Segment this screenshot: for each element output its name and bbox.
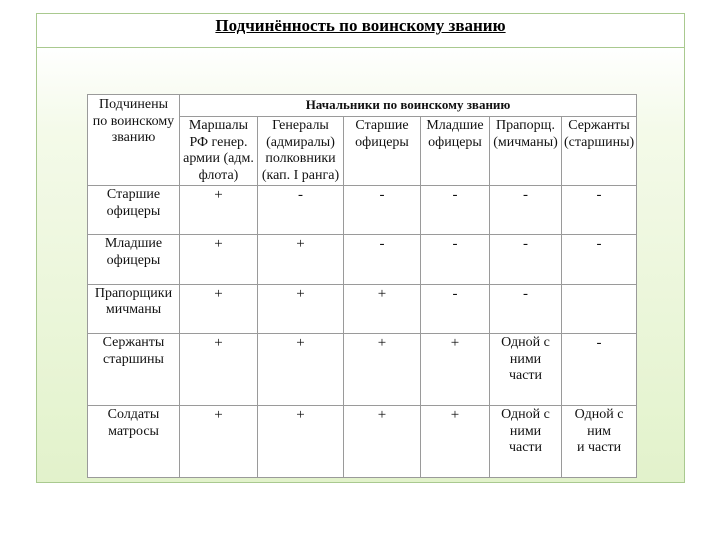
row-label-line: Солдаты	[107, 407, 160, 422]
table-cell: +	[180, 406, 258, 478]
column-header-line: Старшие	[355, 118, 409, 133]
column-header-line: (адмиралы)	[266, 134, 335, 150]
row-label-line: Младшие	[104, 236, 163, 252]
row-label	[88, 334, 180, 406]
table-cell	[490, 406, 562, 478]
table-cell: -	[562, 235, 637, 284]
column-header-line: РФ генер.	[189, 134, 248, 150]
row-label-line: офицеры	[106, 252, 161, 268]
column-header-line: офицеры	[428, 134, 482, 150]
table-cell: -	[490, 186, 562, 235]
title-bar	[37, 14, 684, 48]
row-label	[88, 284, 180, 333]
table-cell	[562, 284, 637, 333]
table-cell: +	[421, 406, 490, 478]
table-cell: +	[258, 334, 344, 406]
rank-subordination-table	[87, 94, 637, 478]
superiors-header: Начальники по воинскому званию	[180, 95, 637, 117]
slide-title: Подчинённость по воинскому званию	[215, 16, 506, 35]
cell-line: части	[508, 368, 543, 384]
table-cell: +	[258, 406, 344, 478]
cell-line: и части	[576, 440, 622, 456]
cell-line: ним	[587, 423, 611, 439]
column-header-line: Генералы	[272, 118, 329, 133]
column-header-line: полковники	[265, 151, 336, 167]
table-cell: -	[490, 235, 562, 284]
table-cell: -	[490, 284, 562, 333]
column-header-senior-officers	[344, 117, 421, 186]
row-label	[88, 406, 180, 478]
column-header-line: (кап. I ранга)	[261, 167, 340, 183]
rank-table-container	[87, 94, 636, 478]
row-label-line: матросы	[108, 423, 159, 439]
cell-line: Одной с	[501, 407, 550, 422]
row-label	[88, 186, 180, 235]
row-label	[88, 235, 180, 284]
column-header-warrant-officers	[490, 117, 562, 186]
table-row	[88, 235, 637, 284]
table-cell: -	[344, 186, 421, 235]
row-label-line: офицеры	[106, 203, 161, 219]
table-cell: +	[344, 284, 421, 333]
column-header-line: армии (адм.	[183, 151, 254, 167]
table-cell: +	[344, 334, 421, 406]
table-cell: -	[421, 186, 490, 235]
table-cell: +	[180, 284, 258, 333]
column-header-line: (старшины)	[564, 134, 635, 150]
column-header-line: (мичманы)	[493, 134, 558, 150]
table-cell: -	[421, 235, 490, 284]
row-label-line: Прапорщики	[94, 285, 173, 301]
table-cell: +	[344, 406, 421, 478]
column-header-line: Маршалы	[188, 118, 249, 133]
table-row	[88, 406, 637, 478]
row-label-line: Сержанты	[102, 335, 165, 351]
table-cell: -	[421, 284, 490, 333]
cell-line: Одной с	[574, 407, 624, 422]
table-row	[88, 186, 637, 235]
table-cell: +	[258, 235, 344, 284]
table-cell	[562, 406, 637, 478]
row-label-line: Старшие	[106, 187, 161, 203]
header-row-top	[88, 95, 637, 117]
table-row	[88, 334, 637, 406]
table-cell: -	[562, 186, 637, 235]
row-label-line: мичманы	[105, 302, 162, 318]
table-cell	[490, 334, 562, 406]
table-cell: +	[258, 284, 344, 333]
row-label-line: старшины	[103, 351, 164, 367]
table-cell: +	[180, 334, 258, 406]
table-cell: +	[180, 186, 258, 235]
table-row	[88, 284, 637, 333]
column-header-sergeants	[562, 117, 637, 186]
cell-line: части	[508, 440, 543, 456]
cell-line: ними	[509, 351, 542, 367]
cell-line: Одной с	[501, 335, 550, 351]
column-header-line: офицеры	[355, 134, 409, 150]
column-header-line: флота)	[198, 167, 239, 183]
column-header-generals	[258, 117, 344, 186]
column-header-junior-officers	[421, 117, 490, 186]
table-cell: +	[180, 235, 258, 284]
table-cell: -	[258, 186, 344, 235]
table-cell: -	[344, 235, 421, 284]
column-header-marshals	[180, 117, 258, 186]
cell-line: ними	[509, 423, 542, 439]
column-header-line: Сержанты	[568, 118, 630, 133]
table-cell: +	[421, 334, 490, 406]
corner-header-line: по воинскому	[92, 113, 175, 129]
corner-header-cell	[88, 95, 180, 186]
column-header-line: Прапорщ.	[496, 118, 555, 133]
table-cell: -	[562, 334, 637, 406]
corner-header-line: званию	[111, 130, 156, 146]
corner-header-line: Подчинены	[99, 97, 168, 112]
column-header-line: Младшие	[426, 118, 484, 133]
